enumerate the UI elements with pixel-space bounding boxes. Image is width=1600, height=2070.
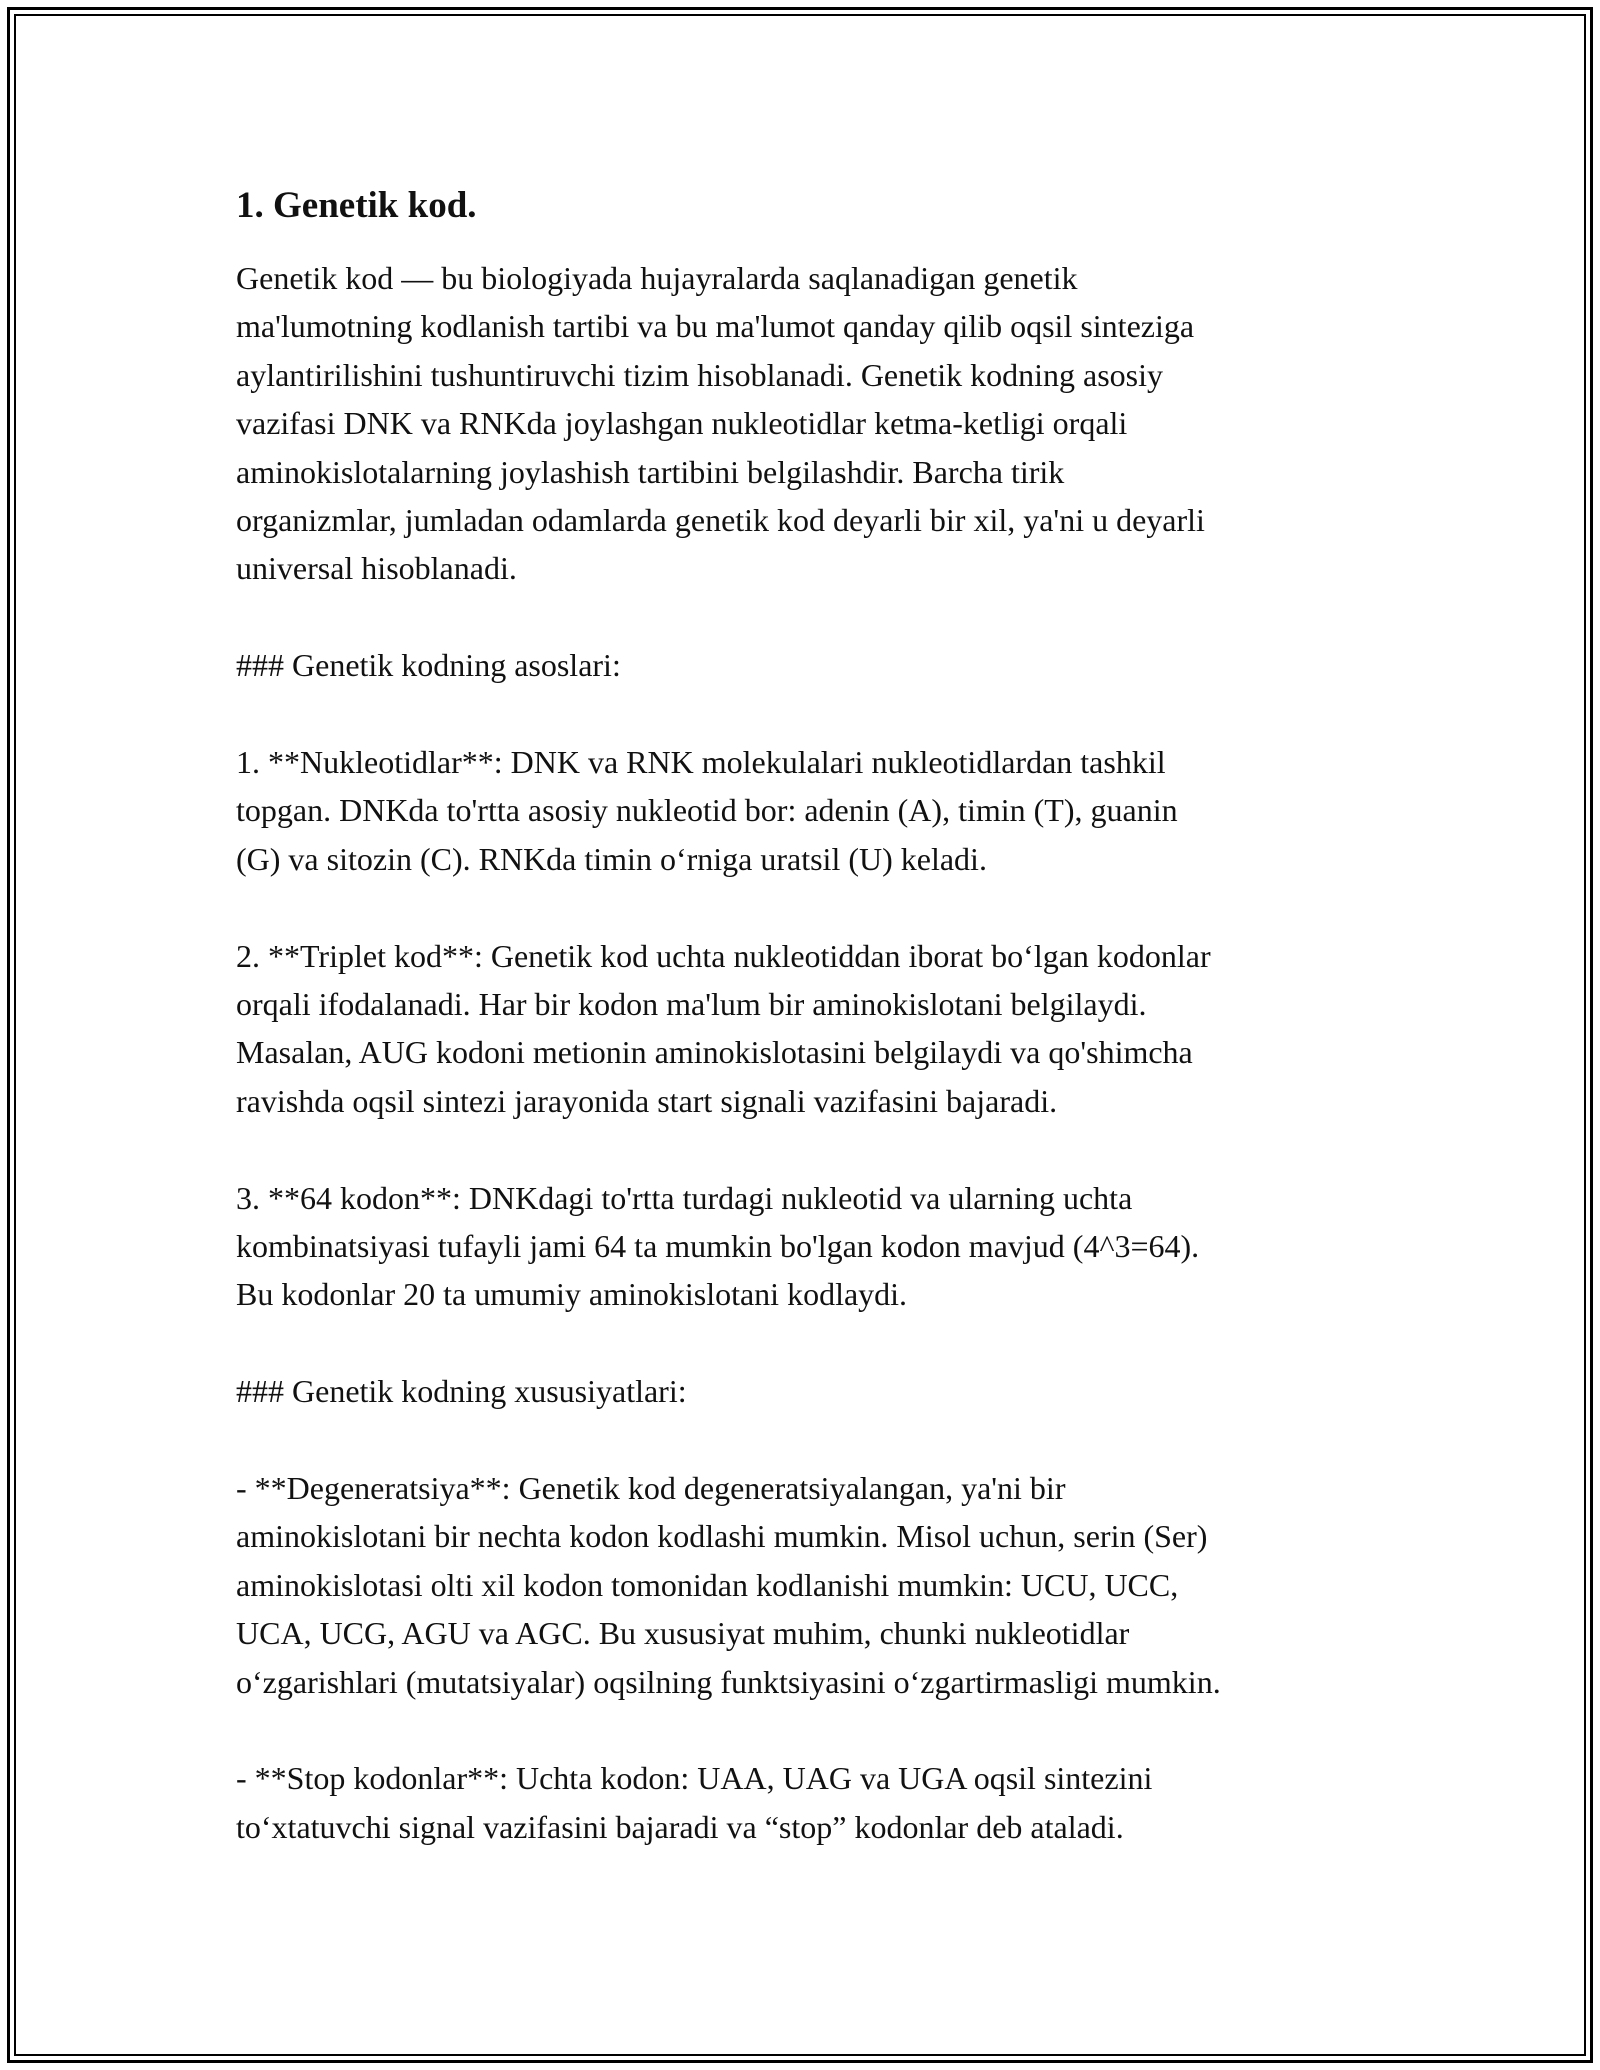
bullet-item-stop-kodonlar: - **Stop kodonlar**: Uchta kodon: UAA, UAG va UGA oqsil sintezini to‘xtatuvchi signal vazifasini bajaradi va “stop” kodonlar deb ataladi. bbox=[236, 1760, 1153, 1845]
section-heading-xususiyatlari: ### Genetik kodning xususiyatlari: bbox=[236, 1373, 687, 1410]
document-body bbox=[236, 182, 1386, 1851]
paragraph-spacer bbox=[236, 1125, 1386, 1173]
bullet-item-degeneratsiya: - **Degeneratsiya**: Genetik kod degeneratsiyalangan, ya'ni bir aminokislotani bir nechta kodon kodlashi mumkin. Misol uchun, serin (Ser) aminokislotasi olti xil kodon tomonidan kodlanishi mumkin: UCU, UCC, UCA, UCG, AGU va AGC. Bu xususiyat muhim, chunki nukleotidlar o‘zgarishlari (mutatsiyalar) oqsilning funktsiyasini o‘zgartirmasligi mumkin. bbox=[236, 1470, 1221, 1700]
list-item-nukleotidlar: 1. **Nukleotidlar**: DNK va RNK molekulalari nukleotidlardan tashkil topgan. DNKda to'rtta asosiy nukleotid bor: adenin (A), timin (T), guanin (G) va sitozin (C). RNKda timin o‘rniga uratsil (U) keladi. bbox=[236, 744, 1178, 877]
document-title: 1. Genetik kod. bbox=[236, 185, 477, 226]
paragraph-spacer bbox=[236, 690, 1386, 738]
list-item-triplet-kod: 2. **Triplet kod**: Genetik kod uchta nukleotiddan iborat bo‘lgan kodonlar orqali ifodalanadi. Har bir kodon ma'lum bir aminokislotani belgilaydi. Masalan, AUG kodoni metionin aminokislotasini belgilaydi va qo'shimcha ravishda oqsil sintezi jarayonida start signali vazifasini bajaradi. bbox=[236, 937, 1211, 1119]
paragraph-spacer bbox=[236, 1416, 1386, 1464]
paragraph-spacer bbox=[236, 1319, 1386, 1367]
list-item-64-kodon: 3. **64 kodon**: DNKdagi to'rtta turdagi nukleotid va ularning uchta kombinatsiyasi tufayli jami 64 ta mumkin bo'lgan kodon mavjud (4^3=64). Bu kodonlar 20 ta umumiy aminokislotani kodlaydi. bbox=[236, 1179, 1200, 1313]
section-heading-asoslari: ### Genetik kodning asoslari: bbox=[236, 647, 621, 684]
paragraph-spacer bbox=[236, 593, 1386, 641]
paragraph-spacer bbox=[236, 883, 1386, 931]
intro-paragraph: Genetik kod — bu biologiyada hujayralarda saqlanadigan genetik ma'lumotning kodlanish tartibi va bu ma'lumot qanday qilib oqsil sinteziga aylantirilishini tushuntiruvchi tizim hisoblanadi. Genetik kodning asosiy vazifasi DNK va RNKda joylashgan nukleotidlar ketma-ketligi orqali aminokislotalarning joylashish tartibini belgilashdir. Barcha tirik organizmlar, jumladan odamlarda genetik kod deyarli bir xil, ya'ni u deyarli universal hisoblanadi. bbox=[236, 260, 1205, 587]
paragraph-spacer bbox=[236, 1706, 1386, 1754]
